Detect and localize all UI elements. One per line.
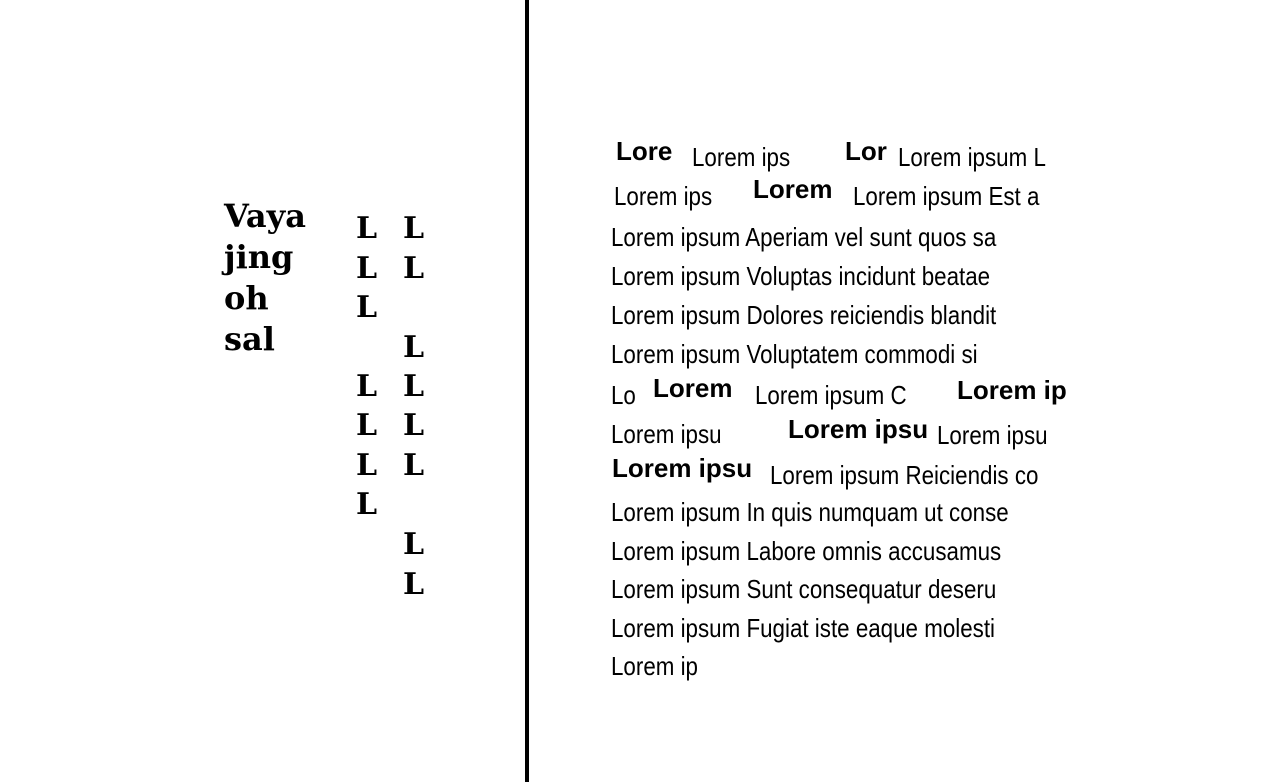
title-line: sal <box>224 320 275 358</box>
text-segment: Lorem ipsum Dolores reiciendis blandit <box>611 300 997 330</box>
letter-column-b: L <box>403 448 425 483</box>
text-segment: Lorem ipsum L <box>898 142 1046 172</box>
text-segment: Lorem ips <box>614 181 713 211</box>
letter-column-a: L <box>356 408 378 443</box>
letter-column-a: L <box>356 290 378 325</box>
text-segment: Lorem ipsu <box>937 420 1048 450</box>
bold-text-segment: Lor <box>845 136 887 166</box>
bold-text-segment: Lorem ipsu <box>788 414 929 444</box>
text-segment: Lorem ip <box>611 651 698 681</box>
text-segment: Lorem ipsum Sunt consequatur deseru <box>611 574 997 604</box>
bold-text-segment: Lorem <box>753 174 833 204</box>
letter-column-a: L <box>356 211 378 246</box>
letter-column-a: L <box>356 448 378 483</box>
letter-column-a: L <box>356 251 378 286</box>
text-segment: Lorem ipsum Labore omnis accusamus <box>611 536 1002 566</box>
text-segment: Lorem ipsum Aperiam vel sunt quos sa <box>611 222 997 252</box>
text-segment: Lorem ipsum Voluptatem commodi si <box>611 339 978 369</box>
text-segment: Lorem ipsu <box>611 419 722 449</box>
title-line: oh <box>224 279 269 317</box>
text-segment: Lorem ipsum Reiciendis co <box>770 460 1039 490</box>
bold-text-segment: Lorem <box>653 373 733 403</box>
letter-column-a: L <box>356 369 378 404</box>
letter-column-b: L <box>403 408 425 443</box>
text-segment: Lo <box>611 380 636 410</box>
text-segment: Lorem ipsum In quis numquam ut conse <box>611 497 1009 527</box>
bold-text-segment: Lore <box>616 136 673 166</box>
letter-column-a: L <box>356 487 378 522</box>
letter-column-b: L <box>403 527 425 562</box>
letter-column-b: L <box>403 369 425 404</box>
bold-text-segment: Lorem ipsu <box>612 453 753 483</box>
letter-column-b: L <box>403 567 425 602</box>
text-segment: Lorem ipsum C <box>755 380 907 410</box>
bold-text-segment: Lorem ip <box>957 375 1067 405</box>
letter-column-b: L <box>403 330 425 365</box>
text-segment: Lorem ipsum Voluptas incidunt beatae <box>611 261 991 291</box>
letter-column-b: L <box>403 211 425 246</box>
title-line: jing <box>224 238 294 276</box>
text-segment: Lorem ips <box>692 142 791 172</box>
text-segment: Lorem ipsum Fugiat iste eaque molesti <box>611 613 996 643</box>
letter-column-b: L <box>403 251 425 286</box>
text-segment: Lorem ipsum Est a <box>853 181 1040 211</box>
title-line: Vaya <box>224 197 306 235</box>
